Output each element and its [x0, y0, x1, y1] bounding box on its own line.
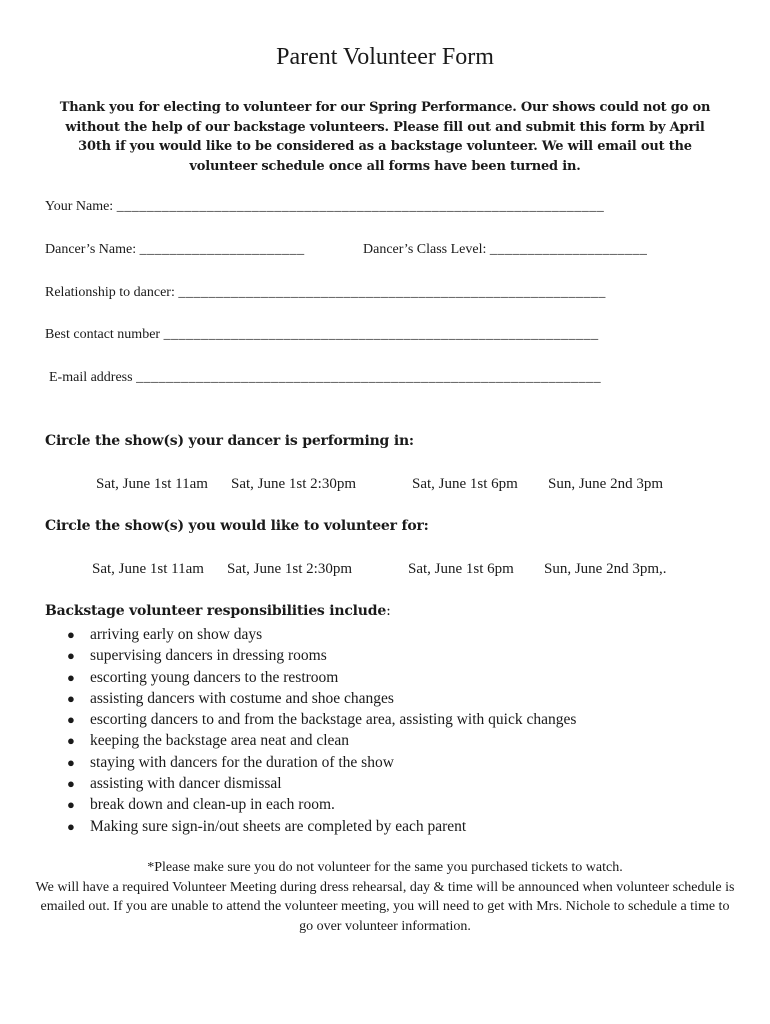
bullet-icon: ●: [67, 690, 75, 706]
list-item-text: escorting dancers to and from the backstage area, assisting with quick changes: [90, 711, 577, 729]
bullet-icon: ●: [67, 754, 75, 770]
volunteer-heading: Circle the show(s) you would like to volunteer for:: [45, 518, 429, 534]
intro-paragraph: Thank you for electing to volunteer for our Spring Performance. Our shows could not go on without the help of our backstage volunteers. Please fill out and submit this form by April 30th if you would like to be considered as a backstage volunteer. We will email out the volunteer schedule once all forms have been turned in.: [59, 100, 711, 174]
list-item-text: arriving early on show days: [90, 626, 263, 643]
class-level-line[interactable]: _____________________: [489, 242, 648, 257]
responsibilities-heading: [45, 603, 391, 619]
your-name-label: Your Name:: [45, 199, 114, 214]
performing-heading: Circle the show(s) your dancer is performing in:: [45, 433, 414, 449]
list-item: [45, 624, 576, 645]
list-item-text: break down and clean-up in each room.: [90, 796, 335, 814]
contact-number-label: Best contact number: [45, 327, 161, 342]
bullet-icon: ●: [67, 648, 75, 664]
relationship-field[interactable]: [45, 285, 606, 301]
list-item-text: staying with dancers for the duration of the show: [90, 753, 394, 771]
list-item: [45, 709, 576, 730]
list-item: [45, 667, 576, 688]
list-item-text: keeping the backstage area neat and clean: [90, 732, 350, 750]
volunteer-show-option[interactable]: Sat, June 1st 6pm: [408, 561, 514, 577]
list-item: [45, 794, 576, 815]
bullet-icon: ●: [67, 627, 75, 642]
list-item: [45, 752, 576, 773]
dancer-name-line[interactable]: ______________________: [139, 242, 305, 257]
relationship-label: Relationship to dancer:: [45, 285, 175, 300]
page-title: Parent Volunteer Form: [276, 44, 494, 70]
email-line[interactable]: ______________________________________________________________: [136, 370, 602, 385]
performing-show-option[interactable]: Sat, June 1st 2:30pm: [231, 476, 357, 492]
class-level-field[interactable]: [363, 242, 647, 258]
list-item-text: assisting with dancer dismissal: [90, 775, 282, 793]
performing-show-option[interactable]: Sun, June 2nd 3pm: [548, 476, 664, 492]
responsibilities-heading-colon: :: [386, 603, 391, 619]
responsibilities-heading-text: Backstage volunteer responsibilities include: [45, 603, 387, 619]
list-item: [45, 730, 576, 751]
list-item: [45, 773, 576, 794]
note-volunteer-meeting: We will have a required Volunteer Meeting during dress rehearsal, day & time will be announced when volunteer schedule is emailed out. If you are unable to attend the volunteer meeting, you will need to get with Mrs. Nichole to schedule a time to go over volunteer information.: [35, 879, 735, 934]
your-name-field[interactable]: [45, 199, 604, 215]
volunteer-show-option[interactable]: Sun, June 2nd 3pm,.: [544, 561, 667, 577]
bullet-icon: ●: [67, 797, 75, 813]
list-item-text: Making sure sign-in/out sheets are completed by each parent: [90, 817, 467, 835]
list-item: [45, 688, 576, 709]
bullet-icon: ●: [67, 818, 75, 834]
volunteer-show-option[interactable]: Sat, June 1st 11am: [92, 561, 204, 577]
bullet-icon: ●: [67, 733, 75, 749]
responsibilities-list: [45, 624, 576, 837]
notes-section: [35, 858, 735, 936]
relationship-line[interactable]: _________________________________________________________: [178, 285, 606, 300]
list-item-text: supervising dancers in dressing rooms: [90, 647, 327, 665]
bullet-icon: ●: [67, 776, 75, 792]
bullet-icon: ●: [67, 712, 75, 728]
your-name-line[interactable]: _________________________________________________________________: [116, 199, 605, 214]
list-item: [45, 645, 576, 666]
performing-show-option[interactable]: Sat, June 1st 11am: [96, 476, 208, 492]
note-ticket-warning: *Please make sure you do not volunteer for the same you purchased tickets to watch.: [147, 860, 623, 875]
contact-number-line[interactable]: __________________________________________________________: [163, 327, 599, 342]
class-level-label: Dancer’s Class Level:: [363, 242, 487, 257]
dancer-name-label: Dancer’s Name:: [45, 242, 137, 257]
bullet-icon: ●: [67, 669, 75, 685]
contact-number-field[interactable]: [45, 327, 599, 343]
list-item: [45, 816, 576, 837]
list-item-text: escorting young dancers to the restroom: [90, 668, 339, 686]
dancer-name-field[interactable]: [45, 242, 305, 258]
email-label: E-mail address: [49, 370, 133, 385]
performing-show-option[interactable]: Sat, June 1st 6pm: [412, 476, 518, 492]
list-item-text: assisting dancers with costume and shoe changes: [90, 689, 394, 707]
volunteer-show-option[interactable]: Sat, June 1st 2:30pm: [227, 561, 353, 577]
email-field[interactable]: [49, 370, 601, 386]
